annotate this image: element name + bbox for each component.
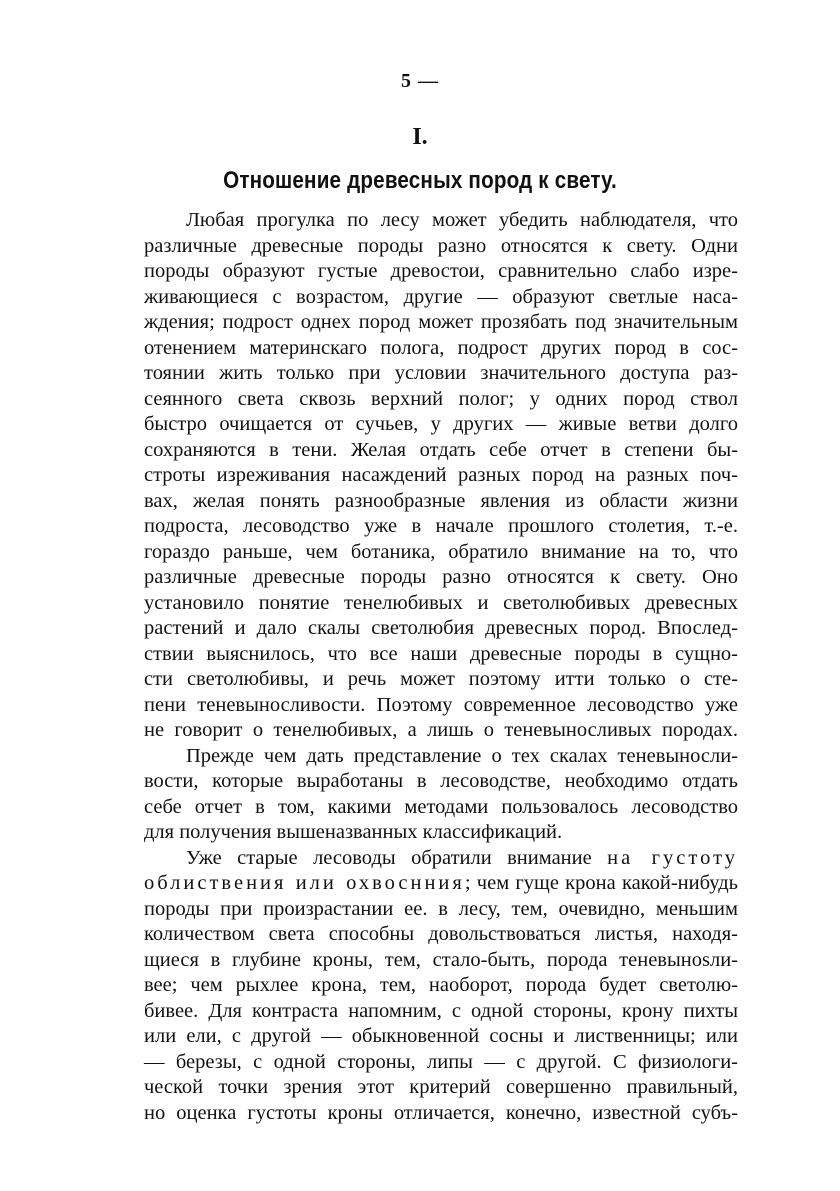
line-segment: ; чем гуще крона какой-нибудь <box>464 872 738 894</box>
paragraph-line: пени теневыносливости. Поэтому современное лесоводство уже <box>144 693 738 716</box>
paragraph-line: гораздо раньше, чем ботаника, обратило внимание на то, что <box>144 540 738 563</box>
paragraph-line: строты изреживания насаждений разных пород на разных поч- <box>144 464 738 486</box>
emphasized-phrase: на густоту <box>607 846 739 869</box>
paragraph-line: сти светолюбивы, и речь может поэтому итти только о сте- <box>144 668 738 690</box>
paragraph-line: вее; чем рыхлее крона, тем, наоборот, порода будет светолю- <box>144 974 738 996</box>
paragraph-line: щиеся в глубине кроны, тем, стало-быть, порода теневынosли- <box>144 948 738 971</box>
paragraph-line: Прежде чем дать представление о тех скалах теневыносли- <box>186 744 738 767</box>
paragraph-line: установило понятие тенелюбивых и светолюбивых древесных <box>144 591 738 614</box>
body-text <box>144 208 738 1126</box>
chapter-title: Отношение древесных пород к свету. <box>223 167 617 194</box>
paragraph-line: тоянии жить только при условии значительного доступа раз- <box>144 362 738 384</box>
line-segment: Уже старые лесоводы обратили внимание <box>186 846 608 869</box>
paragraph-line: количеством света способны довольствоваться листья, находя- <box>144 923 738 945</box>
paragraph-line: подроста, лесоводство уже в начале прошлого столетия, т.-е. <box>144 515 738 537</box>
page-number: 5 — <box>401 70 439 92</box>
paragraph-line: или ели, с другой — обыкновенной сосны и лиственницы; или <box>144 1025 738 1047</box>
paragraph-line: быстро очищается от сучьев, у других — живые ветви долго <box>144 413 738 435</box>
paragraph-line: ческой точки зрения этот критерий совершенно правильный, <box>144 1076 738 1098</box>
paragraph-line: но оценка густоты кроны отличается, конечно, известной субъ- <box>144 1101 738 1124</box>
paragraph-line: вах, желая понять разнообразные явления из области жизни <box>144 489 738 512</box>
paragraph-line <box>144 846 738 872</box>
paragraph-line: вости, которые выработаны в лесоводстве, необходимо отдать <box>144 770 738 792</box>
paragraph-line: живающиеся с возрастом, другие — образуют светлые наса- <box>144 285 738 308</box>
paragraph-line: Любая прогулка по лесу может убедить наблюдателя, что <box>186 209 738 231</box>
section-numeral: I. <box>412 124 428 150</box>
paragraph-line: ствии выяснилось, что все наши древесные породы в сущно- <box>144 642 738 665</box>
paragraph-line: породы при произрастании ее. в лесу, тем, очевидно, меньшим <box>144 897 738 920</box>
paragraph-line: породы образуют густые древостои, сравнительно слабо изре- <box>144 260 738 282</box>
paragraph-line <box>144 871 738 897</box>
paragraph-line: не говорит о тенелюбивых, а лишь о теневыносливых породах. <box>144 719 738 741</box>
paragraph-line: различные древесные породы разно относятся к свету. Оно <box>144 566 738 588</box>
paragraph-line: сеянного света сквозь верхний полог; у одних пород ствол <box>144 387 738 410</box>
paragraph-line: растений и дало скалы светолюбия древесных пород. Впослед- <box>144 617 738 639</box>
emphasized-phrase: облиствения или охвоснния <box>144 872 465 894</box>
paragraph-line: отенением материнскаго полога, подрост других пород в сос- <box>144 336 738 359</box>
paragraph-line: себе отчет в том, какими методами пользовалось лесоводство <box>144 795 738 818</box>
paragraph-line: бивее. Для контраста напомним, с одной стороны, крону пихты <box>144 999 738 1022</box>
paragraph-line: для получения вышеназванных классификаций. <box>144 821 563 843</box>
paragraph-line: различные древесные породы разно относятся к свету. Одни <box>144 234 738 257</box>
paragraph-line: — березы, с одной стороны, липы — с другой. С физиологи- <box>144 1050 738 1073</box>
paragraph-line: ждения; подрост однех пород может прозябать под значительным <box>144 311 738 333</box>
paragraph-line: сохраняются в тени. Желая отдать себе отчет в степени бы- <box>144 438 738 461</box>
